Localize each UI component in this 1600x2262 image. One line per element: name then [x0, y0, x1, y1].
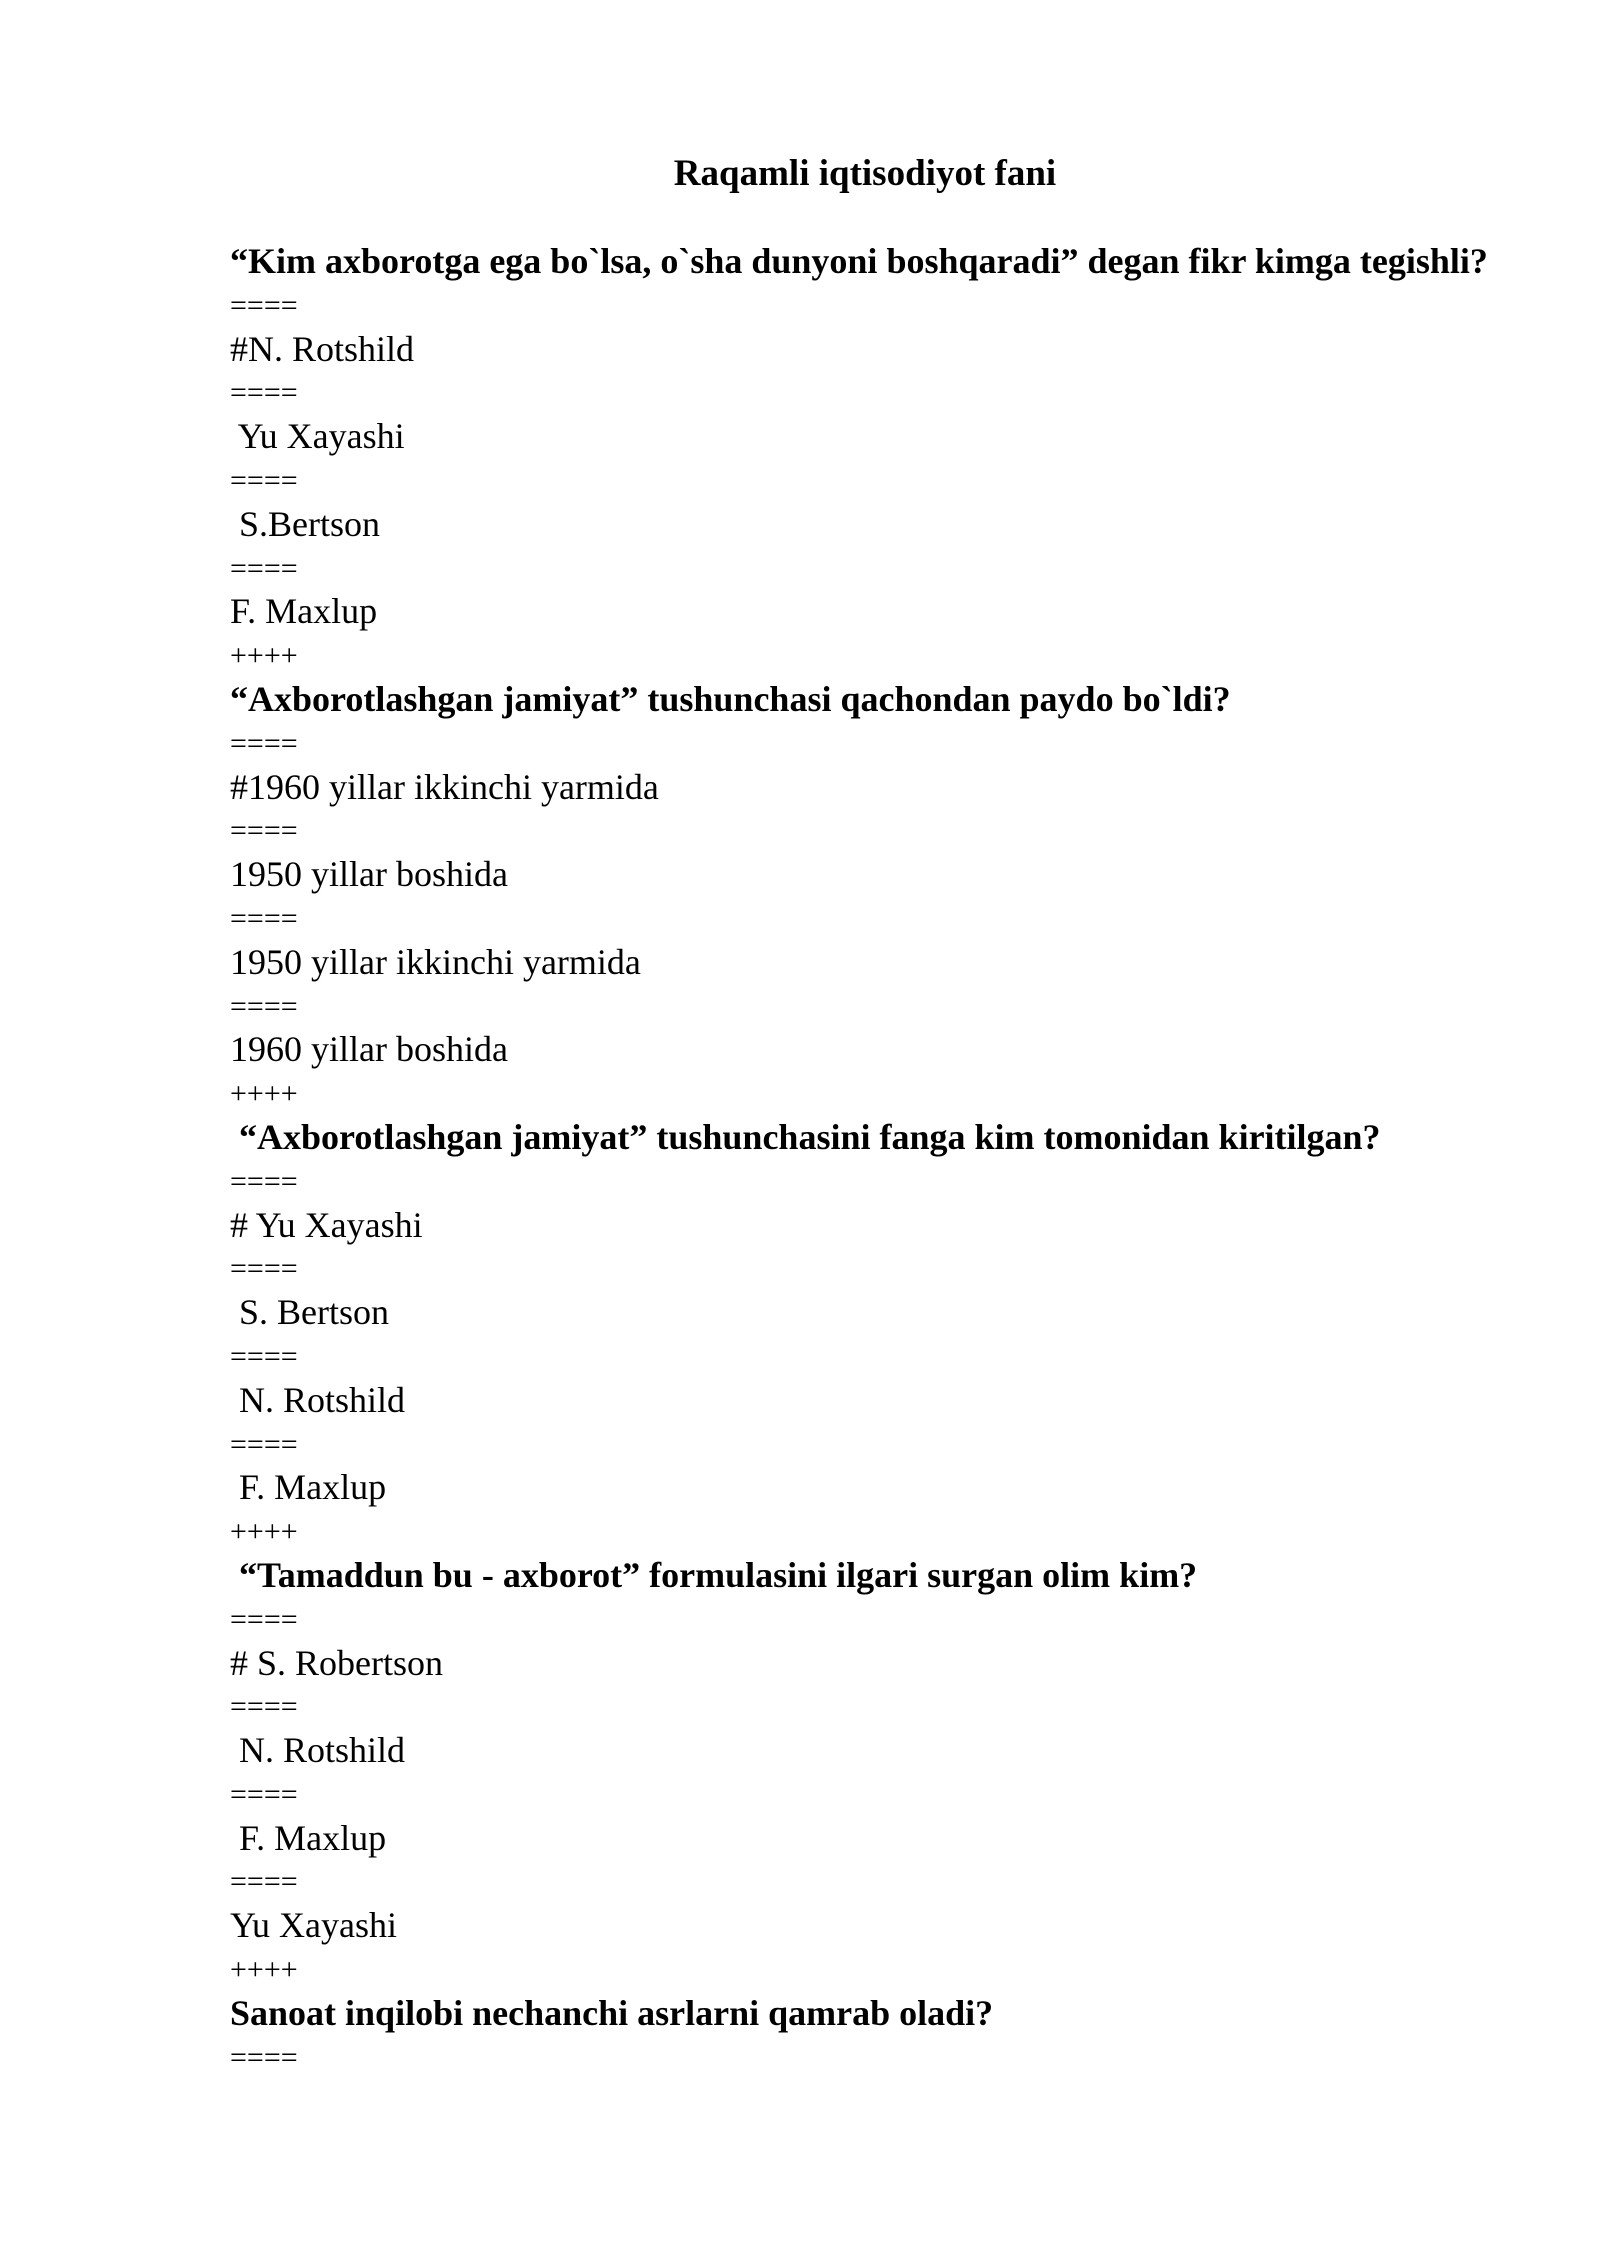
question-text: Sanoat inqilobi nechanchi asrlarni qamrab oladi?: [230, 1992, 994, 2033]
answer-option: Yu Xayashi: [230, 1905, 397, 1946]
question-text: “Tamaddun bu - axborot” formulasini ilgari surgan olim kim?: [230, 1554, 1198, 1595]
answer-option: 1950 yillar ikkinchi yarmida: [230, 941, 641, 982]
answer-option: #N. Rotshild: [230, 328, 415, 369]
option-separator: ====: [230, 1252, 298, 1286]
answer-option: N. Rotshild: [230, 1730, 406, 1771]
option-separator: ====: [230, 1777, 298, 1811]
option-separator: ====: [230, 726, 298, 760]
option-separator: ====: [230, 1339, 298, 1373]
answer-option: # Yu Xayashi: [230, 1204, 423, 1245]
document-body: [230, 240, 1495, 2079]
question-end-separator: ++++: [230, 1077, 298, 1111]
option-separator: ====: [230, 2040, 298, 2074]
option-separator: ====: [230, 551, 298, 585]
answer-option: S. Bertson: [230, 1292, 390, 1333]
answer-option: F. Maxlup: [230, 1467, 387, 1508]
document-title: Raqamli iqtisodiyot fani: [673, 153, 1057, 194]
option-separator: ====: [230, 814, 298, 848]
option-separator: ====: [230, 901, 298, 935]
option-separator: ====: [230, 1865, 298, 1899]
option-separator: ====: [230, 989, 298, 1023]
answer-option: F. Maxlup: [230, 1817, 387, 1858]
answer-option: 1960 yillar boshida: [230, 1029, 508, 1070]
question-text: “Axborotlashgan jamiyat” tushunchasini fanga kim tomonidan kiritilgan?: [230, 1116, 1381, 1157]
answer-option: #1960 yillar ikkinchi yarmida: [230, 766, 659, 807]
question-text: “Axborotlashgan jamiyat” tushunchasi qachondan paydo bo`ldi?: [230, 678, 1231, 719]
option-separator: ====: [230, 1602, 298, 1636]
answer-option: S.Bertson: [230, 503, 381, 544]
question-end-separator: ++++: [230, 1953, 298, 1987]
answer-option: # S. Robertson: [230, 1642, 444, 1683]
option-separator: ====: [230, 376, 298, 410]
option-separator: ====: [230, 463, 298, 497]
option-separator: ====: [230, 1164, 298, 1198]
option-separator: ====: [230, 1427, 298, 1461]
question-end-separator: ++++: [230, 639, 298, 673]
question-end-separator: ++++: [230, 1515, 298, 1549]
answer-option: 1950 yillar boshida: [230, 854, 508, 895]
answer-option: N. Rotshild: [230, 1379, 406, 1420]
answer-option: Yu Xayashi: [230, 416, 405, 457]
option-separator: ====: [230, 288, 298, 322]
option-separator: ====: [230, 1690, 298, 1724]
question-text: “Kim axborotga ega bo`lsa, o`sha dunyoni boshqaradi” degan fikr kimga tegishli?: [230, 241, 1488, 281]
answer-option: F. Maxlup: [230, 591, 378, 632]
